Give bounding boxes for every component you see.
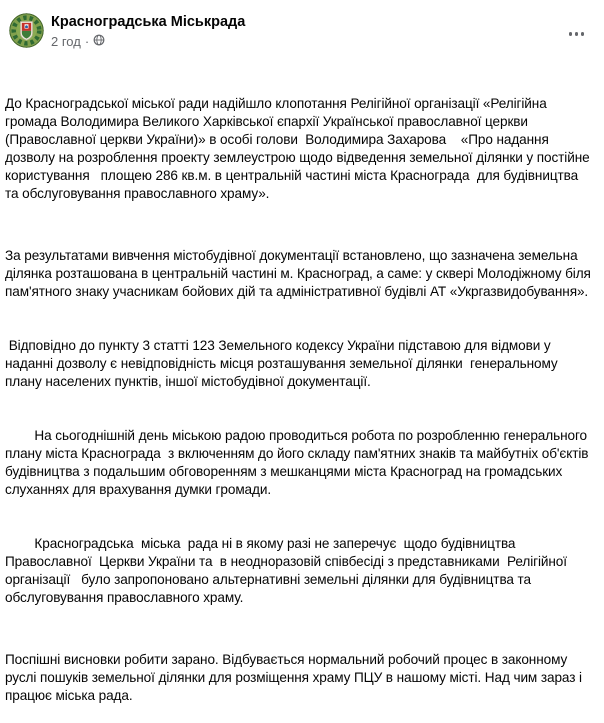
- post-paragraph: До Красноградської міської ради надійшло клопотання Релігійної організації «Релігійна громада Володимира Великого Харківської єпархії Української православної церкви (Православної церкви України)» в особі голови Володимира Захарова «Про надання дозволу на розроблення проекту землеустрою щодо відведення земельної ділянки у постійне користування площею 286 кв.м. в центральній частині міста Краснограда для будівництва та обслуговування православного храму».: [5, 96, 594, 201]
- city-council-emblem-icon: [9, 13, 44, 48]
- post-paragraph: Відповідно до пункту 3 статті 123 Земельного кодексу України підставою для відмови у наданні дозволу є невідповідність місця розташування земельної ділянки генеральному плану населених пунктів, іншої містобудівної документації.: [5, 338, 562, 389]
- meta-separator: ·: [84, 33, 90, 49]
- post-meta: [51, 33, 245, 50]
- page-avatar[interactable]: [9, 13, 44, 48]
- post-body: [0, 57, 604, 723]
- globe-icon: [93, 34, 105, 50]
- post-paragraph: Поспішні висновки робити зарано. Відбувається нормальний робочий процес в законному руслі пошуків земельної ділянки для розміщення храму ПЦУ в нашому місті. Над чим зараз і працює міська рада.: [5, 652, 586, 703]
- post-header: [0, 0, 604, 57]
- more-options-button[interactable]: [565, 24, 589, 44]
- post-paragraph: За результатами вивчення містобудівної документації встановлено, що зазначена земельна ділянка розташована в центральній частині м. Красноград, а саме: у сквері Молодіжному біля пам'ятного знаку учасникам бойових дій та адміністративної будівлі АТ «Укргазвидобування».: [5, 248, 595, 299]
- page-name-link[interactable]: Красноградська Міськрада: [51, 14, 246, 30]
- post-paragraph: Красноградська міська рада ні в якому разі не заперечує щодо будівництва Православної Церкви України та в неодноразовій співбесіді з представниками Релігійної організації було запропоновано альтернативні земельні ділянки для будівництва та обслуговування православного храму.: [5, 536, 571, 605]
- timestamp-link[interactable]: 2 год: [51, 33, 81, 49]
- header-text: [51, 13, 245, 50]
- post-paragraph: На сьогоднішній день міською радою проводиться робота по розробленню генерального плану міста Краснограда з включенням до його складу пам'ятних знаків та майбутніх об'єктів будівництва з подальшим обговоренням з мешканцями міста Красноград на громадських слуханнях для врахування думки громади.: [5, 428, 593, 497]
- ellipsis-icon: [569, 32, 585, 36]
